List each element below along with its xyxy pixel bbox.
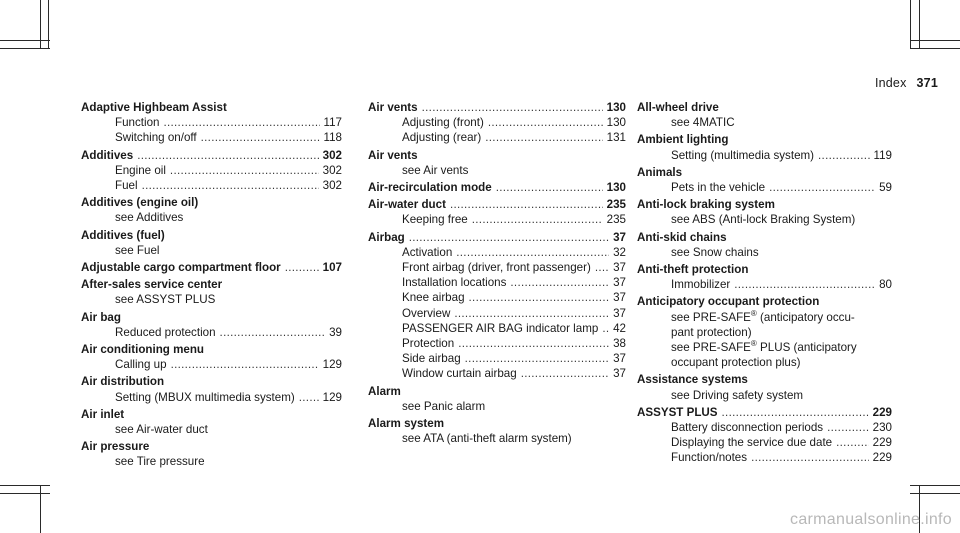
index-subentry — [637, 325, 892, 340]
subentry-text: Overview — [402, 306, 451, 320]
index-entry-heading — [368, 100, 626, 115]
index-subentry — [637, 277, 892, 292]
index-entry — [81, 310, 342, 340]
index-subentry — [368, 212, 626, 227]
subentry-text: see ATA (anti-theft alarm system) — [402, 432, 572, 446]
entry-title: Air vents — [368, 148, 418, 162]
entry-title: Airbag — [368, 230, 405, 244]
page-header — [780, 76, 938, 90]
subentry-text — [671, 340, 857, 355]
subentry-text: Activation — [402, 245, 453, 259]
index-entry — [81, 148, 342, 194]
page-reference: 37 — [613, 306, 626, 320]
index-entry — [637, 197, 892, 227]
dot-leader — [456, 245, 609, 260]
index-subentry — [368, 306, 626, 321]
subentry-text-part: PLUS (anticipatory — [756, 341, 857, 355]
page-reference: 37 — [613, 230, 626, 244]
subentry-text: see Additives — [115, 211, 184, 225]
entry-title: Ambient lighting — [637, 133, 729, 147]
dot-leader — [137, 148, 318, 163]
dot-leader — [409, 230, 609, 245]
entry-title: Additives (engine oil) — [81, 196, 199, 210]
dot-leader — [734, 277, 875, 292]
index-entry — [81, 100, 342, 146]
entry-title: Air inlet — [81, 407, 125, 421]
index-subentry — [637, 180, 892, 195]
index-subentry — [637, 435, 892, 450]
subentry-text: Setting (multimedia system) — [671, 148, 815, 162]
page-reference: 37 — [613, 261, 626, 275]
subentry-text: see Snow chains — [671, 245, 759, 259]
index-entry — [368, 180, 626, 195]
index-subentry — [637, 310, 892, 325]
subentry-text: Adjusting (front) — [402, 116, 484, 130]
dot-leader — [163, 115, 319, 130]
dot-leader — [836, 435, 869, 450]
subentry-text: Setting (MBUX multimedia system) — [115, 390, 295, 404]
index-subentry — [81, 454, 342, 469]
index-entry-heading — [81, 195, 342, 210]
subentry-text: see Panic alarm — [402, 399, 486, 413]
index-entry-heading — [368, 148, 626, 163]
registered-mark: ® — [750, 339, 757, 349]
index-entry — [81, 228, 342, 258]
entry-title: Anticipatory occupant protection — [637, 295, 820, 309]
index-entry-heading — [81, 310, 342, 325]
entry-title: After-sales service center — [81, 278, 223, 292]
index-subentry — [81, 243, 342, 258]
dot-leader — [450, 197, 603, 212]
index-entry — [81, 260, 342, 275]
index-entry-heading — [637, 262, 892, 277]
page-reference: 38 — [613, 337, 626, 351]
dot-leader — [469, 290, 610, 305]
subentry-text: see Air-water duct — [115, 423, 208, 437]
crop-mark-top-left-horizontal — [0, 40, 50, 41]
page-reference: 119 — [873, 148, 892, 162]
page-reference: 235 — [606, 213, 626, 227]
entry-title: Air-recirculation mode — [368, 181, 492, 195]
index-subentry — [81, 115, 342, 130]
subentry-text: Fuel — [115, 179, 138, 193]
entry-title: Assistance systems — [637, 373, 748, 387]
index-entry-heading — [637, 197, 892, 212]
subentry-text: Window curtain airbag — [402, 367, 517, 381]
subentry-text-part: see PRE-SAFE — [671, 310, 751, 324]
subentry-text: Calling up — [115, 358, 167, 372]
dot-leader — [220, 325, 326, 340]
page-header-label: Index — [874, 76, 907, 90]
entry-title: Additives (fuel) — [81, 228, 165, 242]
index-subentry — [81, 422, 342, 437]
subentry-text: Knee airbag — [402, 291, 465, 305]
index-entry-heading — [81, 100, 342, 115]
index-subentry — [368, 290, 626, 305]
index-entry-heading — [81, 439, 342, 454]
subentry-text: see ABS (Anti-lock Braking System) — [671, 213, 856, 227]
subentry-text: see Fuel — [115, 243, 160, 257]
index-entry-heading — [637, 405, 892, 420]
page-reference: 130 — [606, 181, 626, 195]
index-subentry — [81, 178, 342, 193]
index-entry-heading — [368, 384, 626, 399]
dot-leader — [201, 130, 320, 145]
index-entry-heading — [81, 260, 342, 275]
dot-leader — [170, 163, 319, 178]
index-entry-heading — [637, 294, 892, 309]
entry-title: Air vents — [368, 101, 418, 114]
page-reference: 229 — [872, 405, 892, 419]
page-reference: 37 — [613, 352, 626, 366]
entry-title: Additives — [81, 148, 134, 162]
index-subentry — [368, 399, 626, 414]
dot-leader — [769, 180, 875, 195]
subentry-text-part: (anticipatory occu- — [756, 310, 855, 324]
entry-title: Alarm — [368, 384, 401, 398]
watermark-text: carmanualsonline.info — [790, 511, 952, 528]
index-subentry — [637, 388, 892, 403]
index-entry-heading — [637, 165, 892, 180]
page-reference: 80 — [879, 278, 892, 292]
index-column-2 — [368, 100, 626, 448]
dot-leader — [458, 336, 609, 351]
page-reference: 229 — [872, 451, 892, 465]
dot-leader — [171, 357, 319, 372]
index-entry-heading — [637, 132, 892, 147]
entry-title: Anti-theft protection — [637, 263, 749, 277]
page-reference: 129 — [322, 358, 342, 372]
index-subentry — [368, 275, 626, 290]
entry-title: Air-water duct — [368, 198, 446, 212]
index-entry — [81, 277, 342, 307]
page-reference: 59 — [879, 181, 892, 195]
index-subentry — [637, 340, 892, 355]
index-entry — [368, 197, 626, 227]
page-reference: 230 — [872, 421, 892, 435]
index-subentry — [368, 321, 626, 336]
index-entry-heading — [81, 277, 342, 292]
page-reference: 37 — [613, 367, 626, 381]
index-entry — [637, 262, 892, 292]
crop-mark-top-right-horizontal — [910, 40, 960, 41]
dot-leader — [751, 450, 869, 465]
index-entry-heading — [81, 228, 342, 243]
subentry-text: Reduced protection — [115, 325, 216, 339]
dot-leader — [285, 260, 319, 275]
index-entry — [637, 132, 892, 162]
index-subentry — [368, 115, 626, 130]
subentry-text: Displaying the service due date — [671, 436, 833, 450]
crop-mark-top-left-inner — [0, 48, 50, 49]
index-subentry — [368, 366, 626, 381]
index-entry-heading — [637, 100, 892, 115]
index-entry — [81, 374, 342, 404]
dot-leader — [496, 180, 603, 195]
crop-mark-bottom-right-horizontal — [910, 485, 960, 486]
index-subentry — [637, 212, 892, 227]
dot-leader — [299, 390, 319, 405]
dot-leader — [510, 275, 609, 290]
entry-title: Alarm system — [368, 417, 445, 431]
dot-leader — [488, 115, 603, 130]
entry-title: Adaptive Highbeam Assist — [81, 101, 227, 114]
index-subentry — [637, 148, 892, 163]
dot-leader — [602, 321, 609, 336]
subentry-text: Adjusting (rear) — [402, 131, 482, 145]
index-subentry — [368, 163, 626, 178]
index-entry-heading — [368, 230, 626, 245]
subentry-text: see 4MATIC — [671, 116, 735, 130]
index-entry-heading — [81, 374, 342, 389]
subentry-text: Front airbag (driver, front passenger) — [402, 261, 591, 275]
subentry-text: see Tire pressure — [115, 455, 205, 469]
index-subentry — [81, 292, 342, 307]
index-subentry — [368, 351, 626, 366]
index-entry — [81, 195, 342, 225]
page-reference: 130 — [606, 101, 626, 114]
entry-title: Air pressure — [81, 440, 150, 454]
entry-title: Animals — [637, 165, 683, 179]
subentry-text: Installation locations — [402, 276, 507, 290]
index-entry — [368, 148, 626, 178]
index-entry-heading — [81, 148, 342, 163]
index-subentry — [637, 115, 892, 130]
crop-mark-top-left-inner-v — [48, 0, 49, 48]
index-subentry — [637, 355, 892, 370]
dot-leader — [595, 260, 609, 275]
subentry-text: Function — [115, 116, 160, 130]
index-subentry — [637, 420, 892, 435]
subentry-text: Battery disconnection periods — [671, 421, 824, 435]
index-subentry — [368, 130, 626, 145]
page-reference: 302 — [322, 179, 342, 193]
page-reference: 107 — [322, 261, 342, 275]
dot-leader — [454, 306, 609, 321]
crop-mark-top-right-inner — [910, 48, 960, 49]
page-reference: 130 — [606, 116, 626, 130]
page-reference: 302 — [322, 148, 342, 162]
index-entry — [81, 407, 342, 437]
index-column-1 — [81, 100, 342, 472]
entry-title: Air bag — [81, 310, 121, 324]
crop-mark-bottom-left-inner — [0, 493, 50, 494]
dot-leader — [827, 420, 869, 435]
page-reference: 118 — [323, 131, 342, 145]
subentry-text: Side airbag — [402, 352, 461, 366]
subentry-text — [671, 310, 855, 325]
page-reference: 129 — [322, 390, 342, 404]
entry-title: Air conditioning menu — [81, 343, 205, 357]
index-subentry — [637, 245, 892, 260]
subentry-text: Protection — [402, 337, 455, 351]
index-subentry — [81, 325, 342, 340]
crop-mark-bottom-right-inner — [910, 493, 960, 494]
index-subentry — [81, 163, 342, 178]
index-subentry — [368, 260, 626, 275]
subentry-text: Engine oil — [115, 163, 166, 177]
entry-title: Anti-skid chains — [637, 230, 727, 244]
entry-title: All-wheel drive — [637, 101, 719, 114]
page-reference: 229 — [872, 436, 892, 450]
index-entry-heading — [368, 197, 626, 212]
index-entry — [637, 100, 892, 130]
index-entry — [637, 294, 892, 370]
crop-mark-bottom-left-horizontal — [0, 485, 50, 486]
index-entry — [368, 100, 626, 146]
crop-mark-top-right-inner-v — [910, 0, 911, 48]
dot-leader — [472, 212, 603, 227]
dot-leader — [485, 130, 602, 145]
index-subentry — [81, 130, 342, 145]
registered-mark: ® — [750, 308, 757, 318]
page-reference: 37 — [613, 291, 626, 305]
dot-leader — [818, 148, 869, 163]
entry-title: Adjustable cargo compartment floor — [81, 261, 281, 275]
entry-title: Anti-lock braking system — [637, 198, 775, 212]
index-entry — [637, 165, 892, 195]
subentry-text: Function/notes — [671, 451, 748, 465]
index-entry — [637, 230, 892, 260]
index-entry — [637, 405, 892, 466]
page-reference: 39 — [329, 325, 342, 339]
index-entry-heading — [368, 416, 626, 431]
index-subentry — [368, 245, 626, 260]
page-reference: 37 — [613, 276, 626, 290]
page-reference: 32 — [613, 245, 626, 259]
index-subentry — [81, 390, 342, 405]
subentry-text: Keeping free — [402, 213, 468, 227]
index-entry-heading — [368, 180, 626, 195]
index-entry — [368, 384, 626, 414]
subentry-text: Switching on/off — [115, 131, 197, 145]
page-reference: 42 — [613, 321, 626, 335]
index-entry — [637, 372, 892, 402]
index-subentry — [368, 431, 626, 446]
index-entry — [81, 439, 342, 469]
entry-title: ASSYST PLUS — [637, 405, 718, 419]
index-subentry — [637, 450, 892, 465]
index-entry-heading — [637, 372, 892, 387]
dot-leader — [521, 366, 609, 381]
index-column-3 — [637, 100, 892, 468]
subentry-text: PASSENGER AIR BAG indicator lamp — [402, 321, 599, 335]
index-entry-heading — [637, 230, 892, 245]
dot-leader — [142, 178, 319, 193]
subentry-text: occupant protection plus) — [671, 356, 801, 370]
subentry-text: see ASSYST PLUS — [115, 293, 216, 307]
subentry-text-part: see PRE-SAFE — [671, 341, 751, 355]
index-entry-heading — [81, 342, 342, 357]
page-reference: 117 — [323, 116, 342, 130]
index-subentry — [81, 210, 342, 225]
page-reference: 302 — [322, 163, 342, 177]
subentry-text: Pets in the vehicle — [671, 181, 766, 195]
page-reference: 131 — [606, 131, 626, 145]
entry-title: Air distribution — [81, 375, 165, 389]
dot-leader — [422, 100, 603, 115]
index-entry-heading — [81, 407, 342, 422]
subentry-text: see Air vents — [402, 163, 469, 177]
index-entry — [368, 230, 626, 382]
index-entry — [368, 416, 626, 446]
index-entry — [81, 342, 342, 372]
page-number: 371 — [916, 76, 938, 90]
subentry-text: pant protection) — [671, 325, 752, 339]
index-subentry — [81, 357, 342, 372]
index-subentry — [368, 336, 626, 351]
dot-leader — [722, 405, 869, 420]
dot-leader — [465, 351, 609, 366]
subentry-text: see Driving safety system — [671, 388, 804, 402]
page-reference: 235 — [606, 198, 626, 212]
subentry-text: Immobilizer — [671, 278, 731, 292]
